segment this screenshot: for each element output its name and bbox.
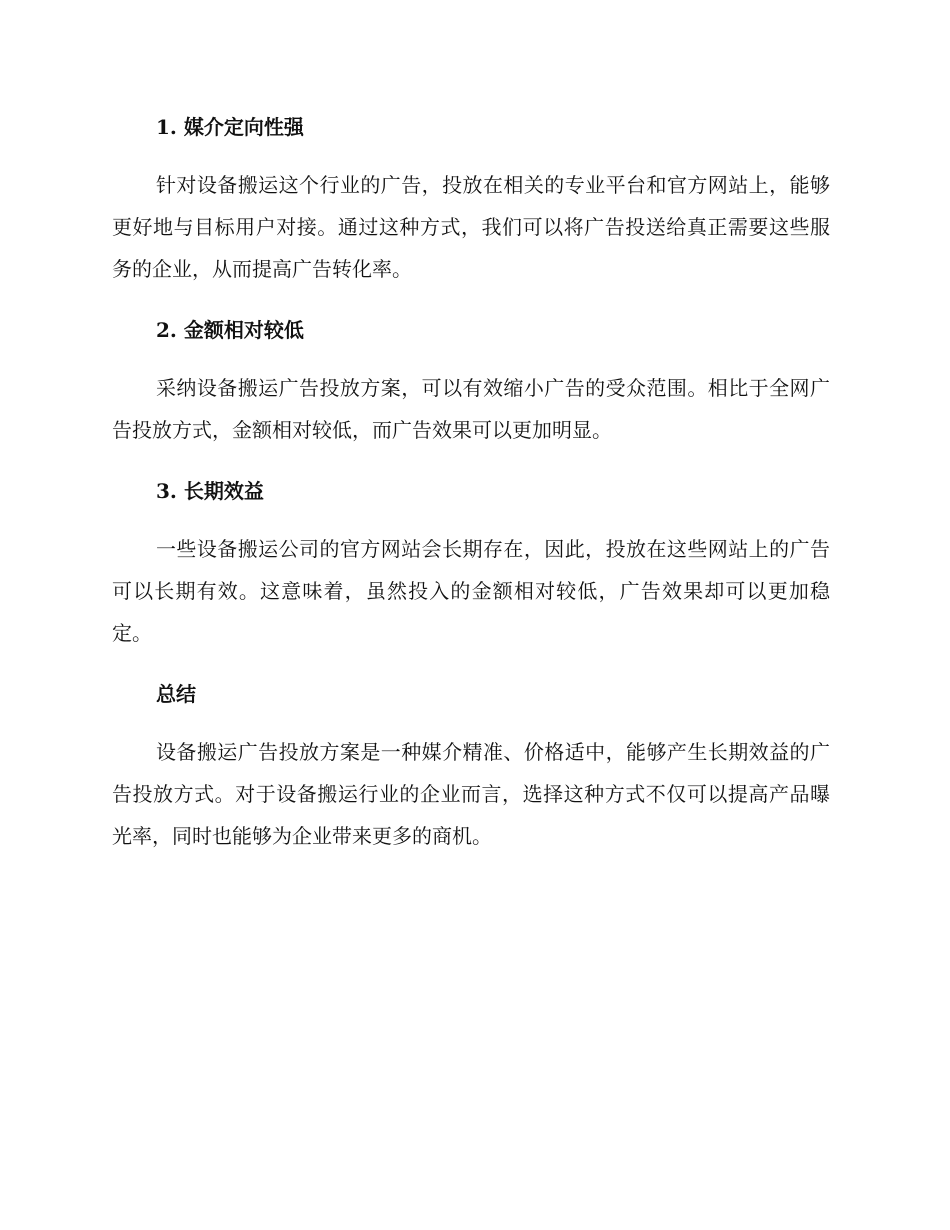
section-summary	[112, 674, 830, 857]
section-heading: 总结	[156, 682, 196, 706]
section-heading: 3. 长期效益	[156, 479, 264, 503]
section-paragraph: 采纳设备搬运广告投放方案，可以有效缩小广告的受众范围。相比于全网广告投放方式，金额相对较低，而广告效果可以更加明显。	[112, 376, 830, 442]
section-paragraph: 设备搬运广告投放方案是一种媒介精准、价格适中，能够产生长期效益的广告投放方式。对于设备搬运行业的企业而言，选择这种方式不仅可以提高产品曝光率，同时也能够为企业带来更多的商机。	[112, 740, 830, 848]
section-2	[112, 310, 830, 471]
section-paragraph: 针对设备搬运这个行业的广告，投放在相关的专业平台和官方网站上，能够更好地与目标用户对接。通过这种方式，我们可以将广告投送给真正需要这些服务的企业，从而提高广告转化率。	[112, 173, 830, 281]
section-heading: 2. 金额相对较低	[156, 318, 304, 342]
section-3	[112, 471, 830, 674]
section-paragraph: 一些设备搬运公司的官方网站会长期存在，因此，投放在这些网站上的广告可以长期有效。这意味着，虽然投入的金额相对较低，广告效果却可以更加稳定。	[112, 537, 830, 645]
document-page	[112, 107, 830, 857]
section-1	[112, 107, 830, 310]
section-heading: 1. 媒介定向性强	[156, 115, 304, 139]
